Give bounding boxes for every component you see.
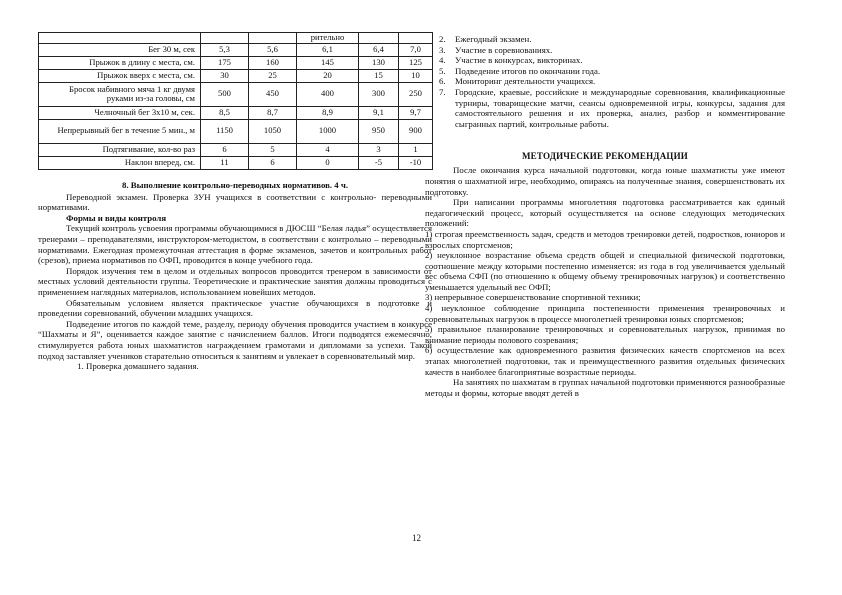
paragraph: При написании программы многолетняя подготовка рассматривается как единый педагогический процесс, который осуществляется на основе следующих методических положений: (425, 197, 785, 229)
table-cell: 9,1 (359, 106, 399, 119)
row-label: Подтягивание, кол-во раз (39, 143, 201, 156)
right-column (425, 34, 785, 398)
table-cell: 8,7 (249, 106, 297, 119)
paragraph: 4) неуклонное соблюдение принципа постепенности применения тренировочных и соревновательных нагрузок в процессе многолетней тренировки юных спортсменов; (425, 303, 785, 324)
table-cell: 6,4 (359, 43, 399, 56)
page-number: 12 (412, 533, 421, 543)
table-cell (39, 33, 201, 44)
table-cell: 25 (249, 69, 297, 82)
list-text: Мониторинг деятельности учащихся. (455, 76, 596, 87)
table-row (39, 156, 433, 169)
table-cell: -10 (399, 156, 433, 169)
list-number: 5. (439, 65, 446, 76)
list-item (425, 87, 785, 129)
paragraph: После окончания курса начальной подготовки, когда юные шахматисты уже имеют понятия о шахматной игре, необходимо, опираясь на полученные знания, совершенствовать их подготовку. (425, 165, 785, 197)
list-text: Подведение итогов по окончании года. (455, 65, 601, 76)
table-cell (359, 33, 399, 44)
table-cell: 7,0 (399, 43, 433, 56)
table-row (39, 69, 433, 82)
list-text: Участие в конкурсах, викторинах. (455, 55, 583, 66)
table-cell: 160 (249, 56, 297, 69)
table-row (39, 56, 433, 69)
paragraph: Подведение итогов по каждой теме, разделу, периоду обучения проводится участием в конкурсе “Шахматы и Я”, оценивается каждое занятие с начислением баллов. Итоги подводятся ежемесячно, стимулируется работа юных шахматистов награждением грамотами и дипломами за успехи. Такой подход заставляет учеников старательно относиться к занятиям и увлекает в соревновательный мир. (38, 318, 432, 361)
paragraph: Переводной экзамен. Проверка ЗУН учащихся в соответствии с контрольно- переводными нормативами. (38, 191, 432, 213)
paragraph: 6) осуществление как одновременного развития физических качеств спортсменов на всех этапах многолетней подготовки, так и преимущественного развития отдельных физических качеств в наиболее благоприятные возрастные периоды. (425, 345, 785, 377)
row-label: Наклон вперед, см. (39, 156, 201, 169)
list-item (425, 76, 785, 87)
table-cell: 15 (359, 69, 399, 82)
paragraph: На занятиях по шахматам в группах начальной подготовки применяются разнообразные методы и формы, которые вводят детей в (425, 377, 785, 398)
table-cell: 8,9 (297, 106, 359, 119)
table-cell: 20 (297, 69, 359, 82)
row-label: Бег 30 м, сек (39, 43, 201, 56)
list-item (425, 45, 785, 56)
methodical-heading: МЕТОДИЧЕСКИЕ РЕКОМЕНДАЦИИ (521, 151, 688, 162)
table-cell: 9,7 (399, 106, 433, 119)
table-row (39, 82, 433, 106)
left-column (38, 32, 432, 372)
table-cell: 400 (297, 82, 359, 106)
list-item (425, 55, 785, 66)
table-cell: 175 (201, 56, 249, 69)
table-cell: 250 (399, 82, 433, 106)
table-cell: 950 (359, 119, 399, 143)
table-cell: 1050 (249, 119, 297, 143)
paragraph: Текущий контроль усвоения программы обучающимися в ДЮСШ “Белая ладья” осуществляется тренерами – преподавателями, инструктором-методистом, в соответствии с контрольно – переводными нормативами. Ежегодная промежуточная аттестация в форме экзаменов, зачетов и контрольных работ (срезов), приема нормативов по ОФП, проводится в конце учебного года. (38, 223, 432, 266)
table-row (39, 43, 433, 56)
list-text: Ежегодный экзамен. (455, 34, 532, 44)
paragraph: 1) строгая преемственность задач, средств и методов тренировки детей, подростков, юниоров и взрослых спортсменов; (425, 228, 785, 250)
paragraph: 3) непрерывное совершенствование спортивной техники; (425, 292, 641, 303)
table-cell: 145 (297, 56, 359, 69)
table-cell: 10 (399, 69, 433, 82)
table-cell: 6 (201, 143, 249, 156)
paragraph: 5) правильное планирование тренировочных и соревновательных нагрузок, принимая во внимание периоды полового созревания; (425, 324, 785, 345)
table-cell: 450 (249, 82, 297, 106)
table-cell: 8,5 (201, 106, 249, 119)
table-cell: 130 (359, 56, 399, 69)
table-cell: 6 (249, 156, 297, 169)
list-number: 2. (439, 34, 446, 44)
table-cell: 0 (297, 156, 359, 169)
row-label: Прыжок в длину с места, см. (39, 56, 201, 69)
table-cell (201, 33, 249, 44)
table-cell (249, 33, 297, 44)
table-row (39, 143, 433, 156)
paragraph: Порядок изучения тем в целом и отдельных вопросов проводится тренером в зависимости от местных условий деятельности группы. Теоретические и практические занятия должны проводиться с применением наглядных материалов, использованием новейших методов. (38, 265, 432, 297)
paragraph: 2) неуклонное возрастание объема средств общей и специальной физической подготовки, соотношение между которыми постепенно изменяется: из года в год увеличивается удельный вес объема СФП (по отношению к общему объему тренировочных нагрузок) и соответственно уменьшается удельный вес ОФП; (425, 250, 785, 292)
list-text: Городские, краевые, российские и международные соревнования, квалификационные турниры, товарищеские матчи, сеансы одновременной игры, конкурсы, задания для самостоятельного решения и их проверка, анализ, разбор и комментирование сыгранных партий, контрольные работы. (455, 86, 785, 129)
table-cell: 300 (359, 82, 399, 106)
table-cell: 1 (399, 143, 433, 156)
table-cell: 6,1 (297, 43, 359, 56)
table-cell: -5 (359, 156, 399, 169)
table-cell: 30 (201, 69, 249, 82)
right-body-text (425, 165, 785, 398)
table-cell: 3 (359, 143, 399, 156)
list-item: 1. Проверка домашнего задания. (86, 361, 432, 372)
table-cell: 5,3 (201, 43, 249, 56)
table-cell: 5,6 (249, 43, 297, 56)
list-number: 7. (439, 86, 446, 97)
forms-heading: Формы и виды контроля (66, 212, 167, 223)
list-item (425, 66, 785, 77)
table-row (39, 119, 433, 143)
row-label: Бросок набивного мяча 1 кг двумя руками из-за головы, см (39, 82, 201, 106)
table-cell: 900 (399, 119, 433, 143)
list-number: 6. (439, 76, 446, 87)
list-item (425, 34, 785, 45)
table-cell: 1150 (201, 119, 249, 143)
list-number: 4. (439, 55, 446, 66)
row-label: Челночный бег 3х10 м, сек. (39, 106, 201, 119)
table-row (39, 106, 433, 119)
table-cell: рительно (297, 33, 359, 44)
list-text: Участие в соревнованиях. (455, 44, 553, 55)
table-cell: 125 (399, 56, 433, 69)
table-cell: 500 (201, 82, 249, 106)
norms-table (38, 32, 433, 170)
table-header-row (39, 33, 433, 44)
left-body-text (38, 192, 432, 372)
control-list-continued (425, 34, 785, 129)
list-number: 3. (439, 44, 446, 55)
table-cell: 5 (249, 143, 297, 156)
table-cell: 11 (201, 156, 249, 169)
section-title: 8. Выполнение контрольно-переводных нормативов. 4 ч. (121, 179, 349, 190)
table-cell: 1000 (297, 119, 359, 143)
paragraph: Обязательным условием является практическое участие обучающихся в подготовке и проведении соревнований, обучении младших учащихся. (38, 297, 432, 319)
row-label: Прыжок вверх с места, см. (39, 69, 201, 82)
control-list (38, 361, 432, 372)
table-cell: 4 (297, 143, 359, 156)
row-label: Непрерывный бег в течение 5 мин., м (39, 119, 201, 143)
